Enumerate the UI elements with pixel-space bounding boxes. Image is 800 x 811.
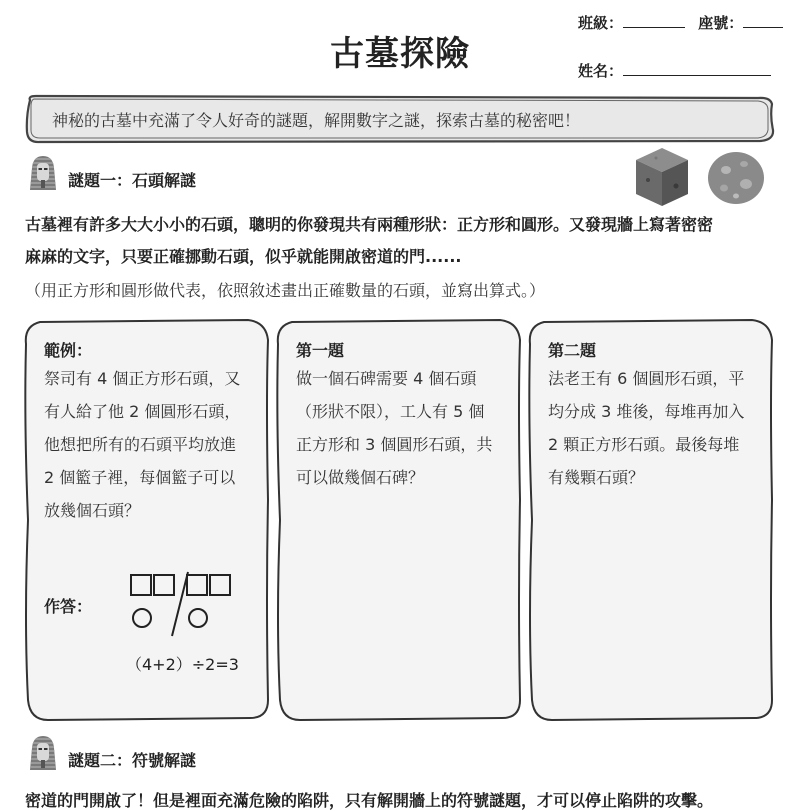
puzzle1-note: （用正方形和圓形做代表，依照敘述畫出正確數量的石頭，並寫出算式。） <box>25 281 546 300</box>
answer-label: 作答： <box>44 597 93 616</box>
name-label: 姓名： <box>578 62 624 80</box>
example-line-2: 有人給了他 2 個圓形石頭， <box>44 402 241 421</box>
question1-text <box>296 362 492 494</box>
page-title: 古墓探險 <box>330 34 470 74</box>
round-stone <box>133 609 151 627</box>
example-formula: （4+2）÷2=3 <box>126 655 239 674</box>
question1-title: 第一題 <box>296 341 345 360</box>
puzzle1-heading: 謎題一：石頭解謎 <box>68 171 197 190</box>
question2-line-3: 2 顆正方形石頭。最後每堆 <box>548 435 740 454</box>
question2-title: 第二題 <box>548 341 597 360</box>
square-stone <box>187 575 207 595</box>
puzzle2-heading: 謎題二：符號解謎 <box>68 751 197 770</box>
round-stone <box>189 609 207 627</box>
question2-line-2: 均分成 3 堆後，每堆再加入 <box>548 402 745 421</box>
example-line-3: 他想把所有的石頭平均放進 <box>44 435 237 454</box>
example-line-5: 放幾個石頭？ <box>44 501 141 520</box>
question2-line-4: 有幾顆石頭？ <box>548 468 645 487</box>
puzzle2-intro: 密道的門開啟了！但是裡面充滿危險的陷阱，只有解開牆上的符號謎題，才可以停止陷阱的攻擊。 <box>25 791 714 810</box>
example-line-4: 2 個籃子裡，每個籃子可以 <box>44 468 236 487</box>
question1-line-1: 做一個石碑需要 4 個石頭 <box>296 369 477 388</box>
question1-line-3: 正方形和 3 個圓形石頭，共 <box>296 435 493 454</box>
puzzle1-intro-line-1: 古墓裡有許多大大小小的石頭，聰明的你發現共有兩種形狀：正方形和圓形。又發現牆上寫著密密 <box>25 215 714 234</box>
square-stone <box>131 575 151 595</box>
puzzle1-intro-line-2: 麻麻的文字，只要正確挪動石頭，似乎就能開啟密道的門...... <box>25 247 462 266</box>
pharaoh-mask-icon <box>26 734 60 772</box>
seat-label: 座號： <box>698 14 744 32</box>
question2-text <box>548 362 744 494</box>
square-stone <box>210 575 230 595</box>
example-answer-drawing <box>128 570 238 640</box>
example-line-1: 祭司有 4 個正方形石頭，又 <box>44 369 241 388</box>
banner-text: 神秘的古墓中充滿了令人好奇的謎題，解開數字之謎，探索古墓的秘密吧！ <box>52 111 581 130</box>
example-title: 範例： <box>44 341 93 360</box>
example-text <box>44 362 240 527</box>
question2-line-1: 法老王有 6 個圓形石頭，平 <box>548 369 745 388</box>
square-stone <box>154 575 174 595</box>
class-label: 班級： <box>578 14 624 32</box>
question1-line-2: （形狀不限），工人有 5 個 <box>296 402 485 421</box>
question1-line-4: 可以做幾個石碑？ <box>296 468 425 487</box>
